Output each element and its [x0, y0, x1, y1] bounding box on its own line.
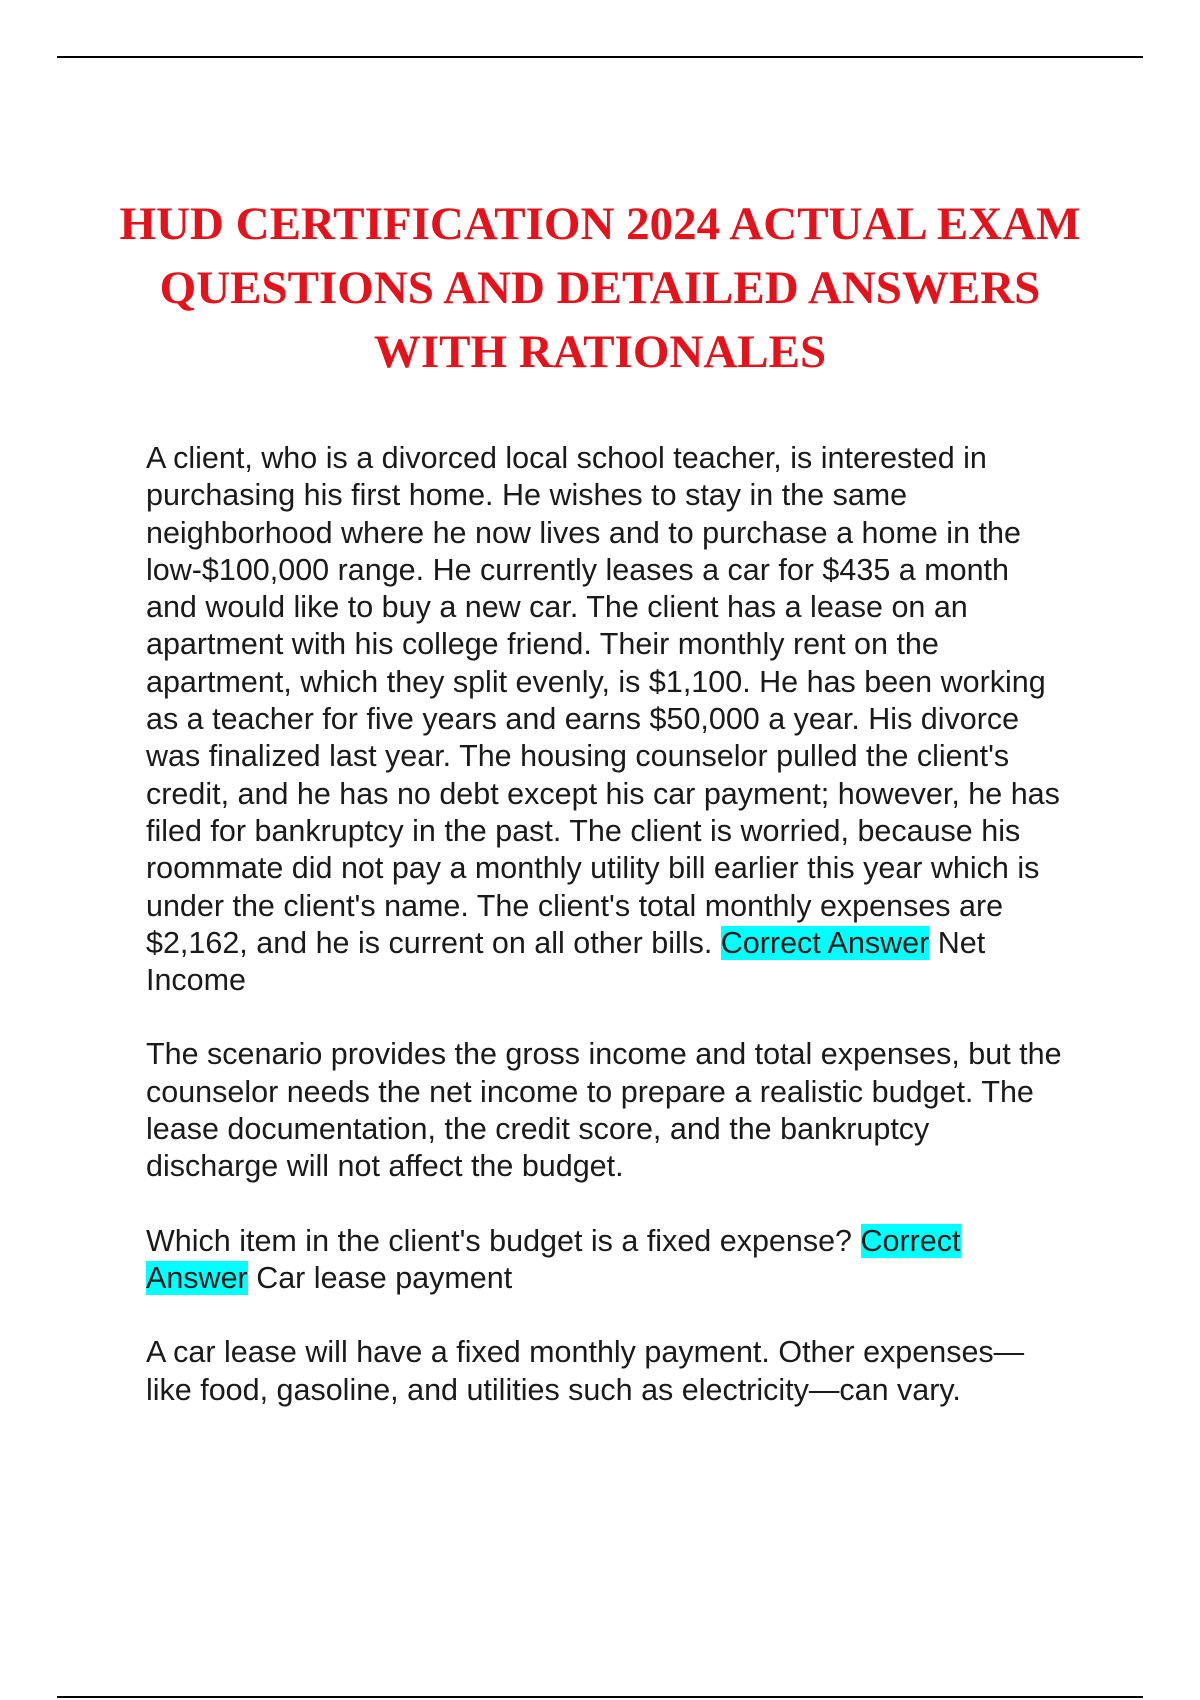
question-1	[146, 440, 1066, 999]
rationale-1: The scenario provides the gross income and total expenses, but the counselor needs the net income to prepare a realistic budget. The lease documentation, the credit score, and the bankruptcy discharge will not affect the budget.	[146, 1037, 1062, 1184]
answer-1-text: Net Income	[146, 925, 986, 998]
correct-answer-label: Correct Answer	[146, 1223, 961, 1295]
question-2-text: Which item in the client's budget is a fixed expense?	[146, 1223, 853, 1258]
document-title: HUD CERTIFICATION 2024 ACTUAL EXAM QUESTIONS AND DETAILED ANSWERS WITH RATIONALES	[119, 198, 1081, 378]
correct-answer-label: Correct Answer	[720, 925, 930, 960]
rationale-2: A car lease will have a fixed monthly payment. Other expenses—like food, gasoline, and utilities such as electricity—can vary.	[146, 1335, 1025, 1407]
answer-2-text: Car lease payment	[256, 1260, 513, 1295]
footer-rule	[57, 1696, 1143, 1698]
question-1-text: A client, who is a divorced local school teacher, is interested in purchasing his first home. He wishes to stay in the same neighborhood where he now lives and to purchase a home in the low-$100,000 range. He currently leases a car for $435 a month and would like to buy a new car. The client has a lease on an apartment with his college friend. Their monthly rent on the apartment, which they split evenly, is $1,100. He has been working as a teacher for five years and earns $50,000 a year. His divorce was finalized last year. The housing counselor pulled the client's credit, and he has no debt except his car payment; however, he has filed for bankruptcy in the past. The client is worried, because his roommate did not pay a monthly utility bill earlier this year which is under the client's name. The client's total monthly expenses are $2,162, and he is current on all other bills.	[146, 441, 1060, 960]
header-rule	[57, 56, 1143, 58]
question-2	[146, 1223, 1066, 1298]
document-body	[146, 440, 1066, 1446]
